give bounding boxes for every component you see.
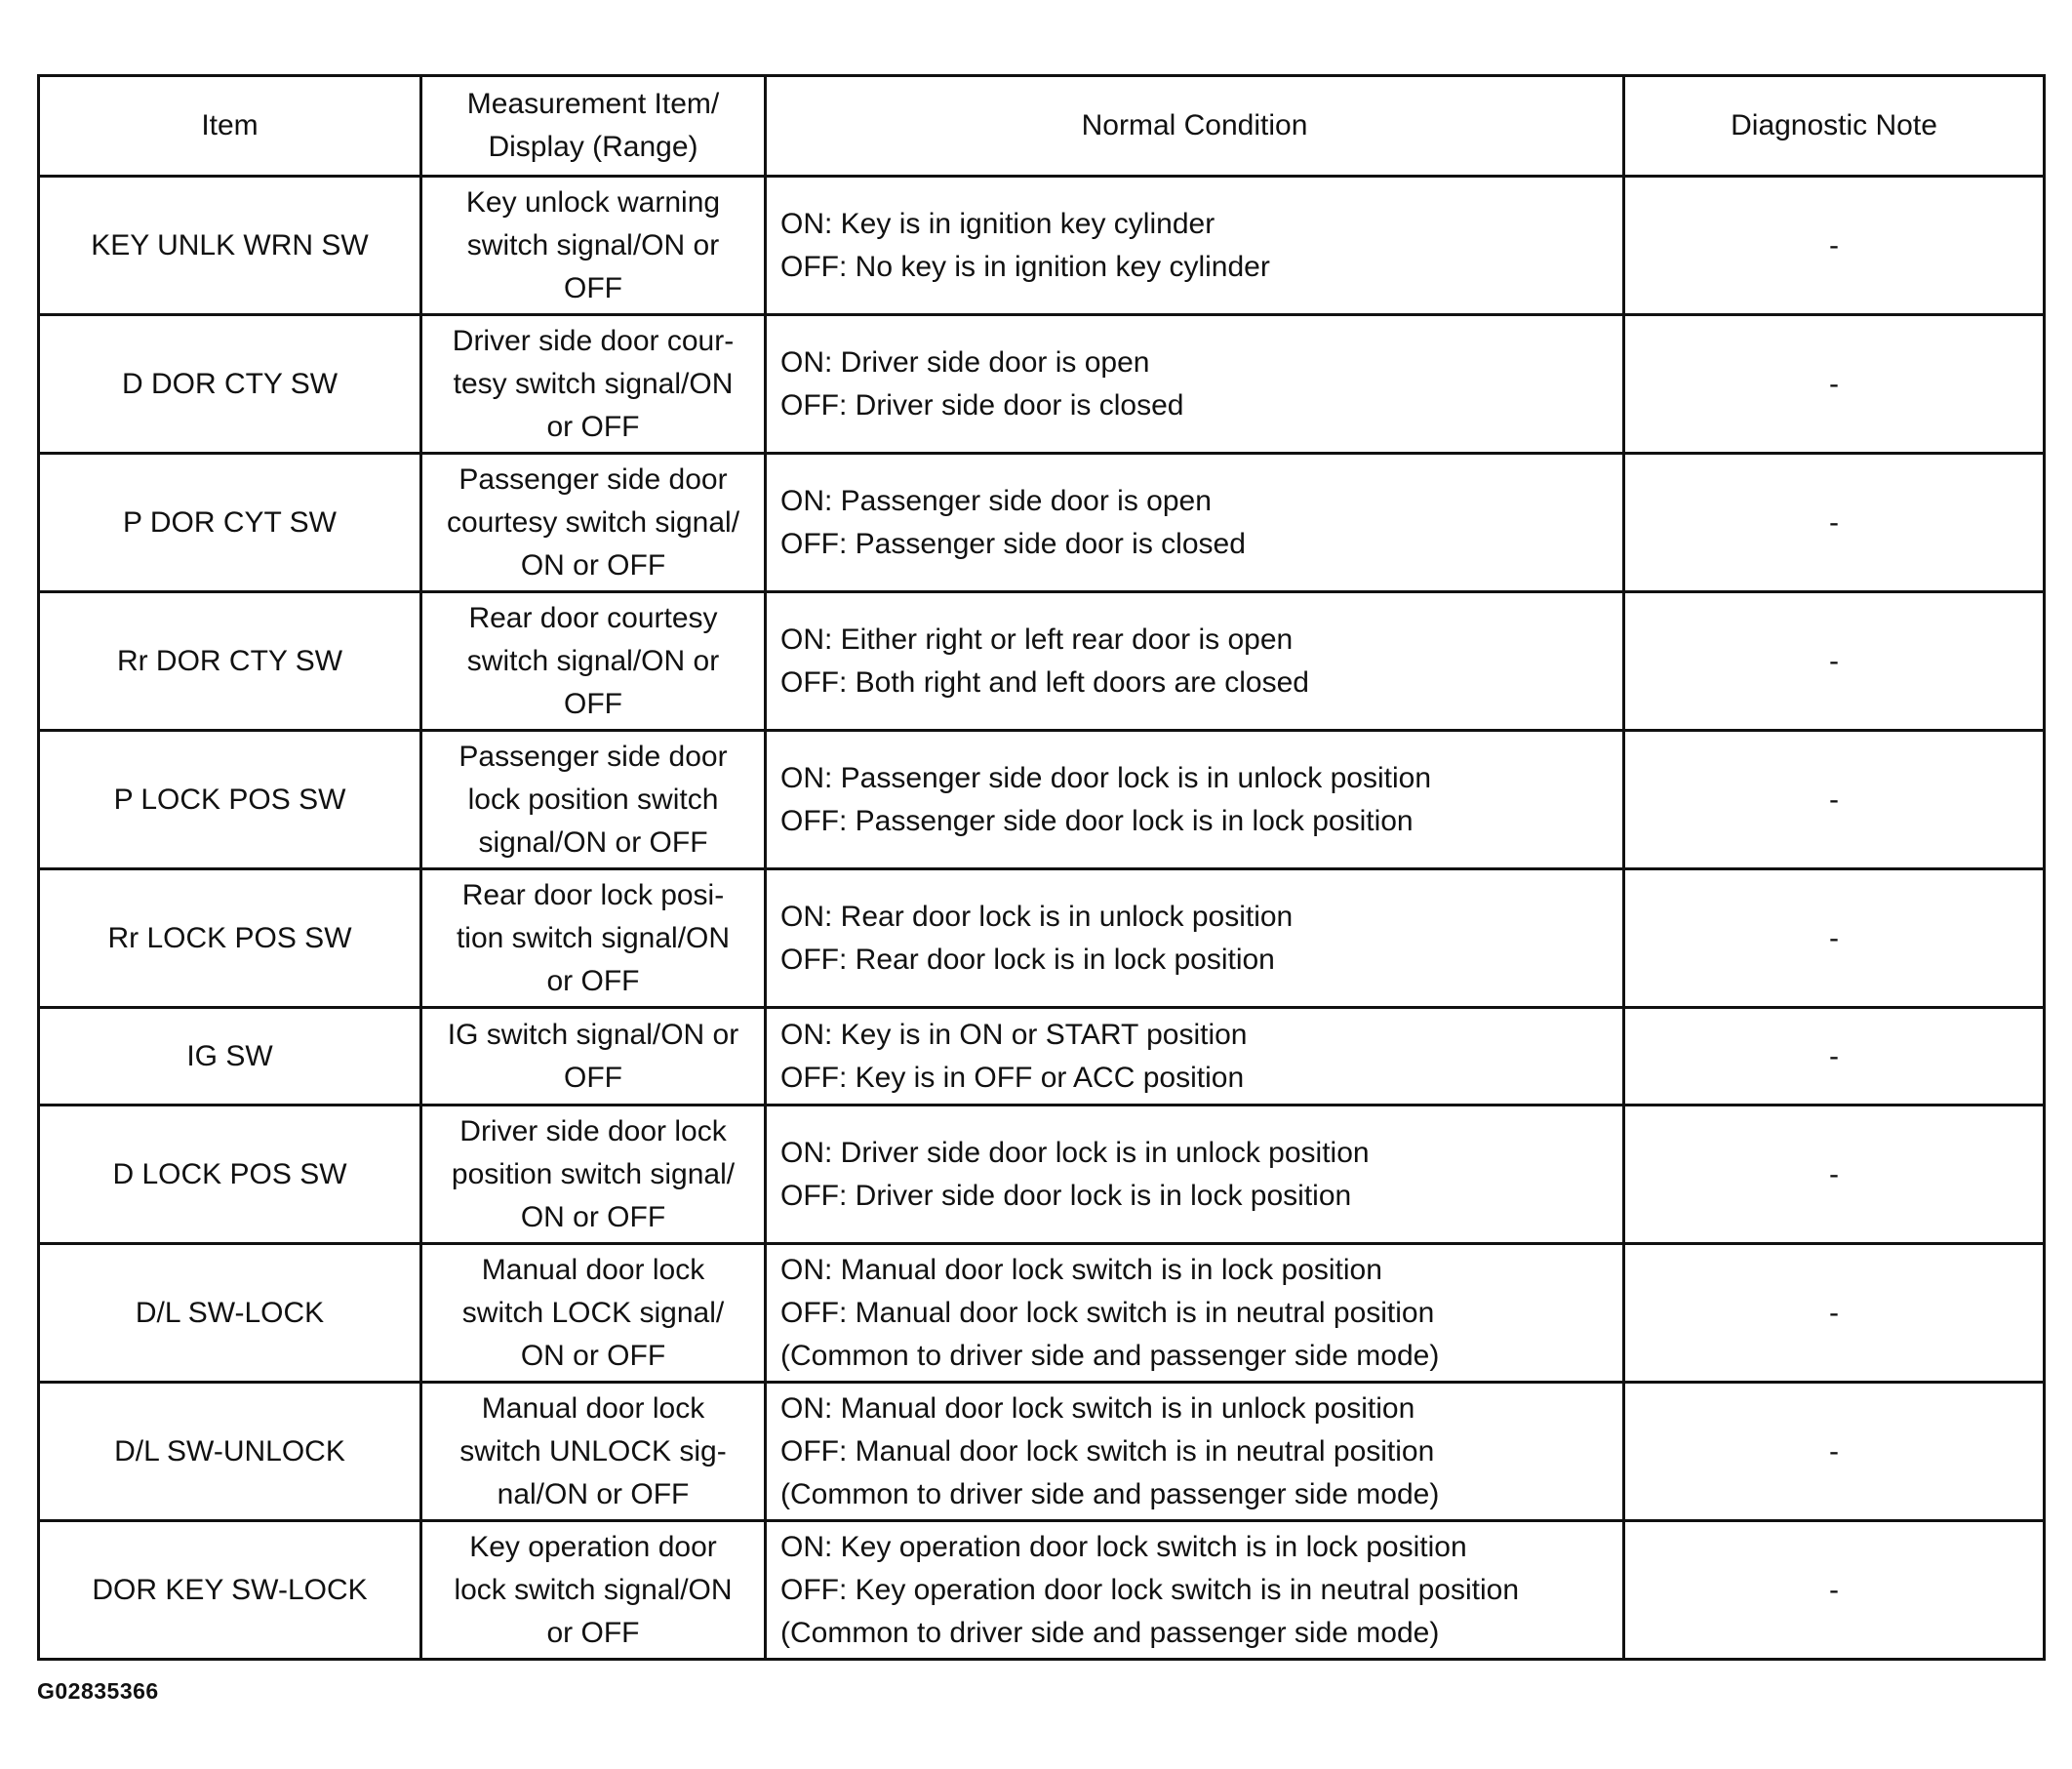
measurement-cell xyxy=(421,731,766,869)
measurement-line: ON or OFF xyxy=(520,548,666,582)
normal-condition-cell xyxy=(766,731,1624,869)
data-list-table-container xyxy=(37,74,2043,1661)
measurement-line: OFF xyxy=(564,1061,622,1094)
item-cell: P DOR CYT SW xyxy=(39,454,421,592)
diagnostic-note-cell: - xyxy=(1624,177,2045,315)
measurement-cell xyxy=(421,1244,766,1383)
measurement-line: IG switch signal/ON or xyxy=(447,1018,739,1051)
item-cell: KEY UNLK WRN SW xyxy=(39,177,421,315)
header-measurement-line: Measurement Item/ xyxy=(466,88,720,120)
measurement-line: or OFF xyxy=(546,410,640,443)
condition-line: ON: Driver side door lock is in unlock position xyxy=(780,1136,1370,1169)
table-row xyxy=(39,1244,2045,1383)
condition-line: OFF: No key is in ignition key cylinder xyxy=(780,250,1270,283)
item-cell: D LOCK POS SW xyxy=(39,1106,421,1244)
measurement-cell xyxy=(421,1383,766,1521)
normal-condition-cell xyxy=(766,1383,1624,1521)
condition-line: ON: Passenger side door is open xyxy=(780,484,1212,517)
measurement-line: Key unlock warning xyxy=(465,185,721,219)
measurement-line: position switch signal/ xyxy=(451,1157,736,1190)
measurement-cell xyxy=(421,177,766,315)
header-row xyxy=(39,76,2045,177)
normal-condition-cell xyxy=(766,869,1624,1008)
header-measurement xyxy=(421,76,766,177)
measurement-line: OFF xyxy=(564,687,622,720)
table-row xyxy=(39,731,2045,869)
measurement-cell xyxy=(421,454,766,592)
normal-condition-cell xyxy=(766,592,1624,731)
condition-line: ON: Driver side door is open xyxy=(780,345,1150,379)
item-cell: D DOR CTY SW xyxy=(39,315,421,454)
measurement-line: Passenger side door xyxy=(458,462,728,496)
header-item: Item xyxy=(39,76,421,177)
item-cell: P LOCK POS SW xyxy=(39,731,421,869)
header-normal-condition: Normal Condition xyxy=(766,76,1624,177)
measurement-line: Key operation door xyxy=(469,1530,717,1563)
item-cell: D/L SW-UNLOCK xyxy=(39,1383,421,1521)
measurement-line: Passenger side door xyxy=(458,740,728,773)
normal-condition-cell xyxy=(766,454,1624,592)
diagnostic-note-cell: - xyxy=(1624,1244,2045,1383)
measurement-line: tesy switch signal/ON xyxy=(453,367,734,400)
normal-condition-cell xyxy=(766,315,1624,454)
diagnostic-note-cell: - xyxy=(1624,731,2045,869)
condition-line: ON: Key is in ON or START position xyxy=(780,1018,1248,1051)
normal-condition-cell xyxy=(766,1244,1624,1383)
measurement-line: signal/ON or OFF xyxy=(478,825,708,859)
condition-line: OFF: Driver side door lock is in lock position xyxy=(780,1179,1352,1212)
measurement-line: switch LOCK signal/ xyxy=(461,1296,725,1329)
condition-line: ON: Either right or left rear door is open xyxy=(780,623,1294,656)
diagnostic-note-cell: - xyxy=(1624,1008,2045,1106)
table-row xyxy=(39,177,2045,315)
normal-condition-cell xyxy=(766,1521,1624,1660)
measurement-line: Manual door lock xyxy=(481,1391,705,1425)
diagnostic-note-cell: - xyxy=(1624,869,2045,1008)
condition-line: ON: Manual door lock switch is in unlock position xyxy=(780,1391,1415,1425)
condition-line: ON: Rear door lock is in unlock position xyxy=(780,900,1294,933)
measurement-line: switch UNLOCK sig- xyxy=(459,1434,727,1467)
measurement-line: switch signal/ON or xyxy=(466,644,720,677)
condition-line: ON: Manual door lock switch is in lock position xyxy=(780,1253,1382,1286)
item-cell: D/L SW-LOCK xyxy=(39,1244,421,1383)
condition-line: ON: Key is in ignition key cylinder xyxy=(780,207,1215,240)
diagnostic-note-cell: - xyxy=(1624,1521,2045,1660)
diagnostic-note-cell: - xyxy=(1624,1106,2045,1244)
condition-line: ON: Key operation door lock switch is in lock position xyxy=(780,1530,1467,1563)
table-row xyxy=(39,1106,2045,1244)
condition-line: (Common to driver side and passenger side mode) xyxy=(780,1339,1440,1372)
condition-line: OFF: Both right and left doors are closed xyxy=(780,665,1309,699)
table-row xyxy=(39,1383,2045,1521)
measurement-line: or OFF xyxy=(546,964,640,997)
table-row xyxy=(39,592,2045,731)
measurement-line: or OFF xyxy=(546,1616,640,1649)
item-cell: Rr DOR CTY SW xyxy=(39,592,421,731)
diagnostic-note-cell: - xyxy=(1624,454,2045,592)
condition-line: OFF: Key is in OFF or ACC position xyxy=(780,1061,1245,1094)
measurement-line: courtesy switch signal/ xyxy=(446,505,740,539)
condition-line: OFF: Passenger side door lock is in lock position xyxy=(780,804,1414,837)
measurement-line: tion switch signal/ON xyxy=(456,921,731,954)
measurement-line: Driver side door lock xyxy=(459,1114,727,1147)
measurement-line: lock switch signal/ON xyxy=(454,1573,733,1606)
normal-condition-cell xyxy=(766,1008,1624,1106)
table-row xyxy=(39,1521,2045,1660)
measurement-line: Rear door lock posi- xyxy=(461,878,725,911)
normal-condition-cell xyxy=(766,1106,1624,1244)
item-cell: IG SW xyxy=(39,1008,421,1106)
condition-line: OFF: Driver side door is closed xyxy=(780,388,1184,422)
measurement-line: nal/ON or OFF xyxy=(497,1477,690,1510)
measurement-cell xyxy=(421,1521,766,1660)
measurement-cell xyxy=(421,869,766,1008)
figure-id-label: G02835366 xyxy=(37,1678,159,1704)
measurement-line: OFF xyxy=(564,271,622,304)
measurement-line: lock position switch xyxy=(467,783,719,816)
measurement-cell xyxy=(421,592,766,731)
measurement-line: switch signal/ON or xyxy=(466,228,720,261)
table-row xyxy=(39,315,2045,454)
table-row xyxy=(39,869,2045,1008)
item-cell: Rr LOCK POS SW xyxy=(39,869,421,1008)
condition-line: (Common to driver side and passenger side mode) xyxy=(780,1616,1440,1649)
measurement-cell xyxy=(421,1008,766,1106)
diagnostic-note-cell: - xyxy=(1624,592,2045,731)
diagnostic-note-cell: - xyxy=(1624,1383,2045,1521)
table-row xyxy=(39,1008,2045,1106)
header-measurement-line: Display (Range) xyxy=(488,131,698,163)
measurement-line: Manual door lock xyxy=(481,1253,705,1286)
normal-condition-cell xyxy=(766,177,1624,315)
condition-line: OFF: Manual door lock switch is in neutral position xyxy=(780,1296,1435,1329)
measurement-cell xyxy=(421,315,766,454)
table-row xyxy=(39,454,2045,592)
measurement-line: Driver side door cour- xyxy=(452,324,735,357)
condition-line: OFF: Manual door lock switch is in neutral position xyxy=(780,1434,1435,1467)
condition-line: OFF: Passenger side door is closed xyxy=(780,527,1246,560)
measurement-line: ON or OFF xyxy=(520,1339,666,1372)
header-diagnostic-note: Diagnostic Note xyxy=(1624,76,2045,177)
condition-line: ON: Passenger side door lock is in unlock position xyxy=(780,761,1432,794)
data-list-table xyxy=(37,74,2046,1661)
measurement-line: ON or OFF xyxy=(520,1200,666,1233)
condition-line: OFF: Rear door lock is in lock position xyxy=(780,943,1275,976)
diagnostic-note-cell: - xyxy=(1624,315,2045,454)
measurement-line: Rear door courtesy xyxy=(468,601,718,634)
condition-line: OFF: Key operation door lock switch is in neutral position xyxy=(780,1573,1520,1606)
measurement-cell xyxy=(421,1106,766,1244)
item-cell: DOR KEY SW-LOCK xyxy=(39,1521,421,1660)
condition-line: (Common to driver side and passenger side mode) xyxy=(780,1477,1440,1510)
